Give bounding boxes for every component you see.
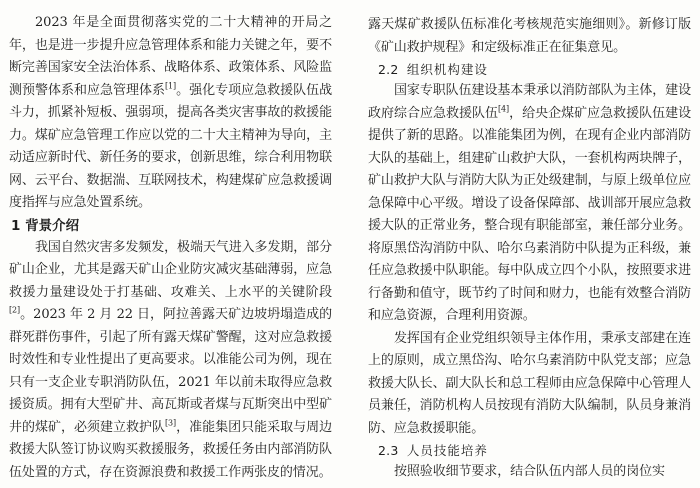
party-paragraph: 发挥国有企业党组织领导主体作用，秉承支部建在连上的原则，成立黑岱沟、哈尔乌素消防中队党支部；应急救援大队长、副大队长和总工程师由应急保障中心管理人员兼任，消防机构人员按现有消防大队编制，队员身兼消防、应急救援职能。 [368,330,691,436]
background-text-cont: 。2023 年 2 月 22 日，阿拉善露天矿边坡坍塌造成的群死群伤事件，引起了所有露天煤矿警醒，这对应急救援时效性和专业性提出了更高要求。以准能公司为例，现在只有一支企业专职消防队伍，2021 年以前未取得应急救援资质。拥有大型矿井、高瓦斯或者煤与瓦斯突出中型矿井的煤矿，必须建立救护队 [9,307,332,435]
background-text-end: ，准能集团只能采取与周边救援大队签订协议购买救援服务，救援任务由内部消防队伍处置的方式，存在资源浪费和救援工作两张皮的情况。 [9,419,332,480]
section-1-heading: 1 背景介绍 [11,217,80,234]
section-2-3-heading [368,440,691,461]
section-2-2-heading [368,59,691,80]
background-text: 我国自然灾害多发频发，极端天气进入多发期，部分矿山企业，尤其是露天矿山企业防灾减灾基础薄弱，应急救援力量建设处于打基础、攻难关、上水平的关键阶段 [9,239,332,300]
citation-1: [1] [164,81,177,91]
intro-text: 2023 年是全面贯彻落实党的二十大精神的开局之年，也是进一步提升应急管理体系和能力关键之年，要不断完善国家安全法治体系、战略体系、政策体系、风险监测预警体系和应急管理体系 [9,15,332,98]
background-paragraph [9,237,332,485]
section-2-2-title: 组织机构建设 [406,62,488,77]
section-2-3-number: 2.3 [378,443,399,458]
continued-paragraph: 露天煤矿救援队伍标准化考核规范实施细则》。新修订版《矿山救护规程》和定级标准正在征集意见。 [368,17,691,55]
citation-3: [3] [164,418,177,428]
organization-paragraph [368,80,691,328]
left-column [9,12,332,484]
citation-2: [2] [9,305,21,315]
organization-text: 国家专职队伍建设基本秉承以消防部队为主体，建设政府综合应急救援队伍 [368,83,691,121]
intro-paragraph [9,12,332,215]
intro-text-cont: 。强化专项应急救援队伍战斗力，抓紧补短板、强弱项，提高各类灾害事故的救援能力。煤矿应急管理工作应以党的二十大主精神为导向，主动适应新时代、新任务的要求，创新思维，综合利用物联网、云平台、数据湍、互联网技术，构建煤矿应急救援调度指挥与应急处置系统。 [9,82,332,210]
training-paragraph: 按照验收细节要求，结合队伍内部人员的岗位实 [394,464,665,479]
organization-text-cont: ，给央企煤矿应急救援队伍建设提供了新的思路。以准能集团为例，在现有企业内部消防大队的基础上，组建矿山救护大队，一套机构两块牌子，矿山救护大队与消防大队为正处级建制，与原上级单位应急保障中心平级。增设了设备保障部、战训部开展应急救援大队的正常业务，整合现有职能部室，兼任部分业务。将原黑岱沟消防中队、哈尔乌素消防中队提为正科级，兼任应急救援中队职能。每中队成立四个小队，按照要求进行备勤和值守，既节约了时间和财力，也能有效整合消防和应急资源，合理利用资源。 [368,105,691,323]
citation-4: [4] [497,104,510,114]
right-column [368,14,691,484]
section-2-2-number: 2.2 [378,62,399,77]
section-2-3-title: 人员技能培养 [406,443,488,458]
